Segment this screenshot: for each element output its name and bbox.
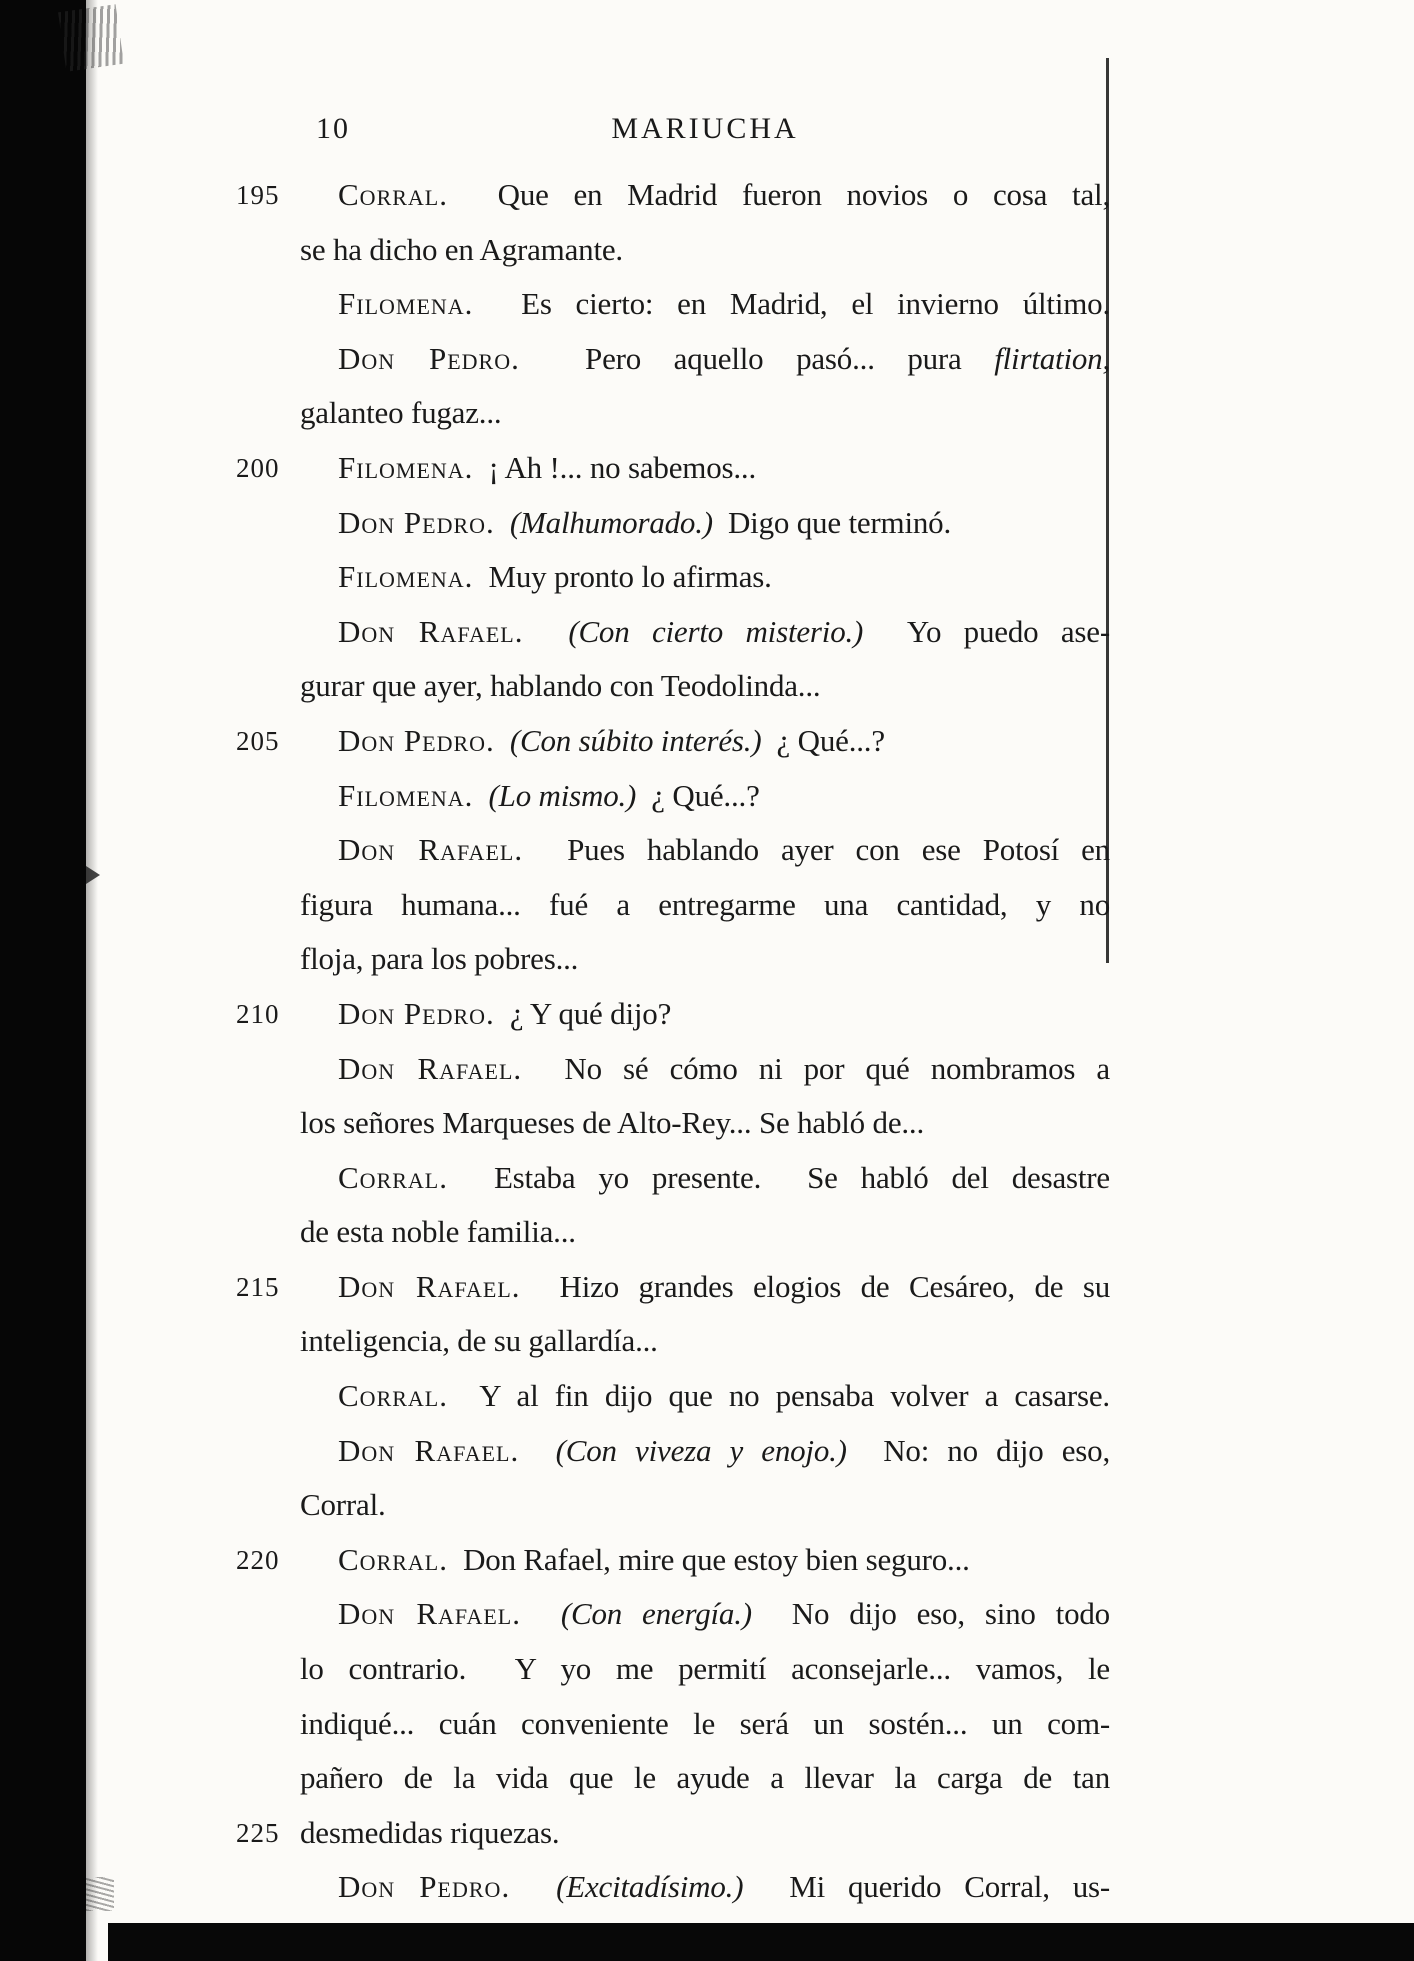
text-line [236, 714, 1110, 769]
dialogue-text: gurar que ayer, hablando con Teodolinda... [300, 668, 821, 704]
stage-direction: (Malhumorado.) [509, 504, 713, 540]
dialogue-text: inteligencia, de su gallardía... [300, 1323, 658, 1359]
dialogue-text: pañero de la vida que le ayude a llevar la carga de tan [300, 1760, 1110, 1796]
speaker-name: Don Pedro. [338, 995, 495, 1031]
dialogue-text [519, 1433, 555, 1468]
dialogue-text: floja, para los pobres... [300, 941, 579, 977]
dialogue-text: Que en Madrid fueron novios o cosa tal, [448, 177, 1110, 212]
dialogue-text: Pero aquello pasó... pura [519, 340, 995, 376]
dialogue-text: Pues hablando ayer con ese Potosí en [523, 832, 1110, 868]
text-line [300, 496, 1110, 551]
text-line [300, 1860, 1110, 1915]
text-line [300, 1424, 1110, 1479]
text-line [300, 932, 1110, 987]
text-block [236, 168, 1111, 1915]
margin-line-number: 205 [236, 725, 280, 756]
text-line [236, 1533, 1110, 1588]
text-line [236, 987, 1110, 1042]
text-line [300, 1042, 1110, 1097]
dialogue-text: ¿ Qué...? [761, 722, 885, 758]
dialogue-text: los señores Marqueses de Alto-Rey... Se habló de... [300, 1105, 925, 1141]
stage-direction: (Lo mismo.) [488, 777, 637, 813]
dialogue-text: ¡ Ah !... no sabemos... [473, 449, 757, 485]
dialogue-text [495, 723, 510, 758]
dialogue-text [521, 1596, 561, 1631]
speaker-name: Don Pedro. [338, 1869, 511, 1905]
dialogue-text: Mi querido Corral, us- [743, 1869, 1110, 1905]
text-line [300, 223, 1110, 278]
dialogue-text: Corral. [300, 1487, 386, 1523]
text-line [300, 386, 1110, 441]
dialogue-text: Estaba yo presente. Se habló del desastre [448, 1159, 1110, 1195]
text-line [300, 1369, 1110, 1424]
speaker-name: Don Pedro. [338, 722, 495, 758]
speaker-name: Corral. [338, 1159, 448, 1195]
scan-bottom-edge-artifact [108, 1923, 1414, 1961]
margin-line-number: 225 [236, 1817, 280, 1848]
dialogue-text: Y al fin dijo que no pensaba volver a casarse. [448, 1378, 1110, 1414]
text-line [300, 769, 1110, 824]
text-line [236, 1260, 1110, 1315]
dialogue-text: Don Rafael, mire que estoy bien seguro... [448, 1541, 970, 1577]
text-line [300, 550, 1110, 605]
speaker-name: Don Rafael. [338, 1596, 521, 1632]
stage-direction: (Con energía.) [560, 1596, 752, 1632]
text-line [300, 605, 1110, 660]
text-line [300, 1642, 1110, 1697]
stage-direction: (Excitadísimo.) [556, 1869, 744, 1905]
margin-line-number: 210 [236, 998, 280, 1029]
margin-line-number: 200 [236, 452, 280, 483]
speaker-name: Don Pedro. [338, 340, 520, 376]
text-line [300, 878, 1110, 933]
dialogue-text: ¿ Y qué dijo? [494, 995, 672, 1031]
dialogue-text: No dijo eso, sino todo [751, 1596, 1110, 1632]
stage-direction: (Con cierto misterio.) [568, 613, 864, 649]
dialogue-text: de esta noble familia... [300, 1214, 576, 1250]
dialogue-text [523, 614, 568, 649]
dialogue-text: lo contrario. Y yo me permití aconsejarle... vamos, le [300, 1651, 1110, 1687]
dialogue-text [473, 778, 488, 813]
dialogue-text: Hizo grandes elogios de Cesáreo, de su [520, 1268, 1110, 1304]
stage-direction: (Con súbito interés.) [509, 722, 762, 758]
speaker-name: Corral. [338, 1378, 448, 1414]
text-line [300, 823, 1110, 878]
text-line [300, 1478, 1110, 1533]
page-number: 10 [316, 112, 350, 145]
text-line [300, 1751, 1110, 1806]
text-line [236, 168, 1110, 223]
dialogue-text: galanteo fugaz... [300, 395, 502, 431]
text-line [300, 659, 1110, 714]
dialogue-text: Muy pronto lo afirmas. [473, 559, 772, 595]
scan-smudge-bottom-left [86, 1877, 114, 1911]
dialogue-text: se ha dicho en Agramante. [300, 231, 623, 267]
stage-direction: flirtation, [994, 340, 1111, 376]
scan-left-edge-shadow [86, 0, 98, 1961]
dialogue-text: No sé cómo ni por qué nombramos a [522, 1050, 1110, 1086]
page-header [300, 112, 1110, 156]
margin-line-number: 195 [236, 180, 280, 210]
speaker-name: Filomena. [338, 286, 474, 322]
stage-direction: (Con viveza y enojo.) [555, 1432, 847, 1468]
speaker-name: Filomena. [338, 449, 474, 485]
margin-line-number: 220 [236, 1544, 280, 1575]
speaker-name: Corral. [338, 177, 448, 212]
dialogue-text: Digo que terminó. [712, 504, 952, 540]
scan-smudge-top-left [58, 4, 124, 71]
speaker-name: Don Rafael. [338, 1432, 520, 1468]
margin-line-number: 215 [236, 1271, 280, 1302]
text-line [300, 1096, 1110, 1151]
text-line [300, 277, 1110, 332]
text-line [300, 332, 1110, 387]
speaker-name: Don Pedro. [338, 504, 495, 540]
speaker-name: Don Rafael. [338, 1050, 523, 1086]
dialogue-text: desmedidas riquezas. [300, 1814, 560, 1850]
text-line [236, 441, 1110, 496]
speaker-name: Filomena. [338, 559, 474, 595]
dialogue-text: indiqué... cuán conveniente le será un sostén... un com- [300, 1705, 1110, 1741]
dialogue-text: Es cierto: en Madrid, el invierno último. [473, 286, 1110, 322]
dialogue-text: No: no dijo eso, [846, 1432, 1110, 1468]
text-line [300, 1697, 1110, 1752]
text-line [300, 1205, 1110, 1260]
dialogue-text [510, 1869, 556, 1904]
text-line [236, 1806, 1110, 1861]
text-line [300, 1314, 1110, 1369]
dialogue-text: Yo puedo ase- [863, 613, 1110, 649]
text-line [300, 1587, 1110, 1642]
scan-left-edge-artifact [0, 0, 86, 1961]
text-line [300, 1151, 1110, 1206]
speaker-name: Don Rafael. [338, 832, 524, 868]
speaker-name: Don Rafael. [338, 1268, 521, 1304]
dialogue-text: ¿ Qué...? [636, 777, 760, 813]
dialogue-text [495, 505, 510, 540]
dialogue-text: figura humana... fué a entregarme una cantidad, y no [300, 886, 1110, 922]
running-header: MARIUCHA [611, 112, 799, 145]
speaker-name: Filomena. [338, 777, 474, 813]
speaker-name: Corral. [338, 1541, 448, 1577]
speaker-name: Don Rafael. [338, 613, 524, 649]
